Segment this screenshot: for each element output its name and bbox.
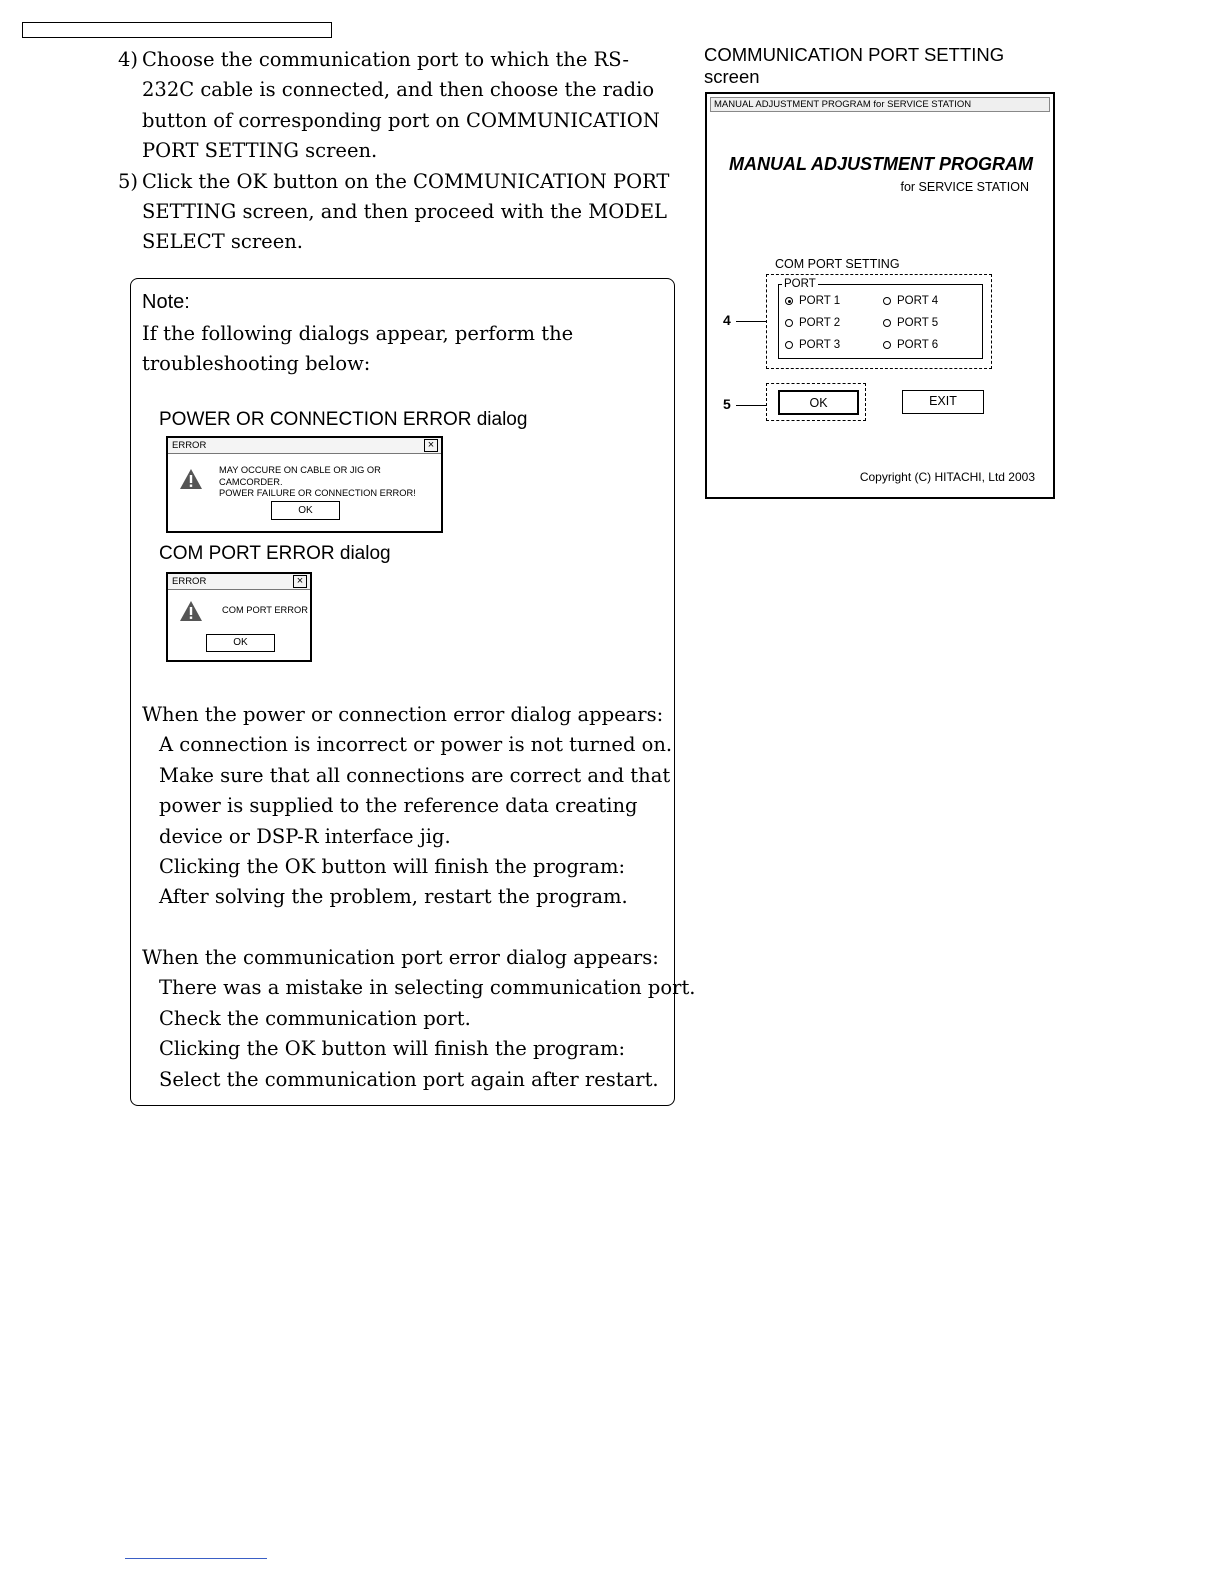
note-intro: If the following dialogs appear, perform the troubleshooting below:: [142, 322, 574, 376]
paragraph-line: Check the communication port.: [159, 1006, 471, 1030]
dialog-title-bar: [168, 438, 441, 454]
step-text: Choose the communication port to which the RS-232C cable is connected, and then choose the radio button of corresponding port on COMMUNICATION PORT SETTING screen.: [142, 48, 660, 163]
paragraph-heading: When the power or connection error dialog appears:: [142, 703, 664, 726]
com-error-paragraph: [142, 943, 696, 1095]
paragraph-heading: When the communication port error dialog appears:: [142, 946, 659, 969]
message-line: MAY OCCURE ON CABLE OR JIG OR CAMCORDER.: [219, 465, 381, 487]
window-title-bar: MANUAL ADJUSTMENT PROGRAM for SERVICE STATION: [710, 97, 1050, 112]
close-icon[interactable]: ×: [424, 439, 438, 452]
radio-icon: [785, 319, 793, 327]
radio-label: PORT 1: [799, 295, 841, 307]
ok-button[interactable]: OK: [778, 390, 859, 415]
copyright-text: Copyright (C) HITACHI, Ltd 2003: [859, 470, 1035, 484]
step-5: [118, 167, 678, 258]
step-text: Click the OK button on the COMMUNICATION PORT SETTING screen, and then proceed with the MODEL SELECT screen.: [142, 169, 670, 254]
radio-port-5[interactable]: [883, 317, 938, 329]
program-heading: MANUAL ADJUSTMENT PROGRAM: [729, 154, 1033, 174]
callout-5: 5: [723, 396, 731, 412]
dialog-title: ERROR: [172, 440, 207, 451]
com-port-setting-window: [705, 92, 1055, 499]
radio-icon: [883, 341, 891, 349]
paragraph-line: Select the communication port again after restart.: [159, 1067, 659, 1091]
paragraph-line: There was a mistake in selecting communication port.: [159, 976, 696, 1000]
step-number: 5): [118, 169, 139, 193]
message-line: POWER FAILURE OR CONNECTION ERROR!: [219, 488, 416, 498]
port-group-label: PORT: [784, 278, 816, 290]
caption-line: COMMUNICATION PORT SETTING: [704, 44, 1005, 65]
ok-button[interactable]: OK: [271, 501, 340, 520]
com-port-setting-label: COM PORT SETTING: [775, 257, 900, 271]
dialog-title: ERROR: [172, 576, 207, 587]
paragraph-line: After solving the problem, restart the program.: [159, 885, 628, 909]
paragraph-line: power is supplied to the reference data creating: [159, 794, 638, 818]
paragraph-line: device or DSP-R interface jig.: [159, 824, 451, 848]
footer-link-line: [125, 1558, 267, 1559]
warning-icon: [179, 468, 203, 490]
power-error-paragraph: [142, 700, 672, 913]
step-number: 4): [118, 48, 139, 71]
callout-line: [736, 405, 766, 406]
paragraph-line: Clicking the OK button will finish the program:: [159, 1037, 626, 1061]
radio-port-4[interactable]: [883, 295, 938, 307]
power-dialog-caption: POWER OR CONNECTION ERROR dialog: [159, 409, 528, 430]
power-error-dialog: [166, 436, 443, 533]
com-port-error-dialog: [166, 572, 312, 662]
radio-label: PORT 2: [799, 317, 841, 329]
radio-port-1[interactable]: [785, 295, 840, 307]
paragraph-line: Make sure that all connections are correct and that: [159, 763, 671, 787]
callout-line: [736, 321, 766, 322]
callout-4: 4: [723, 312, 731, 328]
step-4: [118, 45, 678, 167]
radio-port-6[interactable]: [883, 339, 938, 351]
note-box: [130, 278, 696, 1106]
com-dialog-caption: COM PORT ERROR dialog: [159, 543, 391, 564]
steps-list: [118, 45, 678, 258]
note-title: Note:: [142, 291, 190, 313]
dialog-message: COM PORT ERROR: [222, 605, 308, 615]
radio-icon: [883, 297, 891, 305]
radio-icon: [883, 319, 891, 327]
radio-label: PORT 4: [897, 295, 939, 307]
radio-label: PORT 6: [897, 339, 939, 351]
paragraph-line: A connection is incorrect or power is not turned on.: [159, 733, 673, 757]
program-subheading: for SERVICE STATION: [900, 180, 1029, 194]
caption-line: screen: [704, 66, 760, 87]
radio-selected-icon: [785, 297, 793, 305]
radio-port-3[interactable]: [785, 339, 840, 351]
screen-caption: [704, 44, 1004, 88]
paragraph-line: Clicking the OK button will finish the program:: [159, 855, 626, 879]
close-icon[interactable]: ×: [293, 575, 307, 588]
warning-icon: [179, 600, 203, 622]
radio-label: PORT 3: [799, 339, 841, 351]
radio-icon: [785, 341, 793, 349]
dialog-message: [219, 465, 441, 500]
radio-port-2[interactable]: [785, 317, 840, 329]
radio-label: PORT 5: [897, 317, 939, 329]
exit-button[interactable]: EXIT: [902, 390, 984, 414]
dialog-title-bar: [168, 574, 310, 590]
header-box: [22, 22, 332, 38]
ok-button[interactable]: OK: [206, 634, 275, 652]
